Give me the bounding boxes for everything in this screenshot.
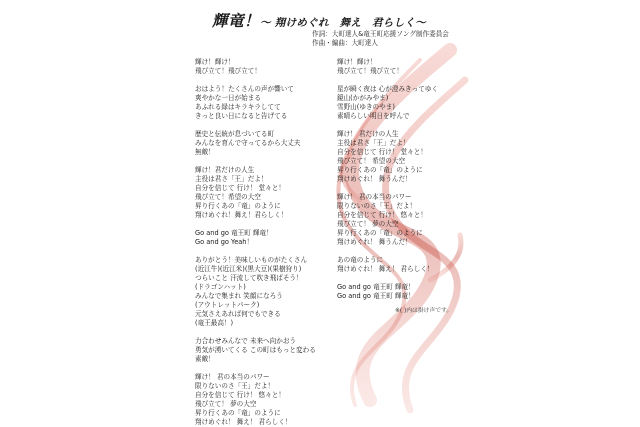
lyric-line: 昇り行くあの「竜」のように bbox=[195, 202, 281, 210]
lyric-line: 翔けめぐれ！ 舞うんだ！ bbox=[337, 175, 412, 183]
song-title-main: 輝竜！ bbox=[212, 12, 261, 30]
stanza-gap bbox=[195, 121, 316, 130]
lyric-line: (ドラゴンハット) bbox=[195, 283, 246, 291]
stanza-gap bbox=[195, 328, 316, 337]
stanza-gap bbox=[195, 157, 316, 166]
lyric-line: 翔けめぐれ！ 舞うんだ！ bbox=[337, 238, 412, 246]
lyric-line: 翔けめぐれ！ 舞え！ 君らしく！ bbox=[195, 418, 292, 426]
song-subtitle: ～ 翔けめぐれ 舞え 君らしく～ bbox=[260, 17, 426, 29]
lyric-line: (アウトレットパーク) bbox=[195, 301, 260, 309]
lyric-line: Go and go Yeah！ bbox=[195, 238, 254, 246]
lyric-line: 昇り行くあの「竜」のように bbox=[337, 229, 423, 237]
lyric-line: きっと良い日になると告げてる bbox=[195, 112, 288, 120]
lyric-line: みんなで集まれ 笑顔になろう bbox=[195, 292, 283, 300]
lyric-line: Go and go 竜王町 輝竜！ bbox=[337, 283, 415, 291]
lyrics-left-column bbox=[195, 58, 316, 427]
lyric-line: Go and go 竜王町 輝竜！ bbox=[195, 229, 273, 237]
lyricist-credit: 作詞：大町達人&竜王町応援ソング制作委員会 bbox=[312, 30, 449, 38]
lyric-line: 輝け！ 君の本当のパワー bbox=[337, 193, 412, 201]
lyric-line: 雪野山(ゆきのやま) bbox=[337, 103, 395, 111]
stanza-gap bbox=[195, 76, 316, 85]
lyric-line: 限りないのさ「王」だよ！ bbox=[337, 202, 417, 210]
lyrics-right-column bbox=[337, 58, 438, 301]
stanza-gap bbox=[337, 274, 438, 283]
lyric-line: 主役は君さ「王」だよ！ bbox=[337, 139, 410, 147]
stanza-gap bbox=[337, 247, 438, 256]
lyric-line: 自分を信じて 行け！ 悠々と！ bbox=[195, 391, 285, 399]
lyric-line: 翔けめぐれ！舞え！君らしく！ bbox=[195, 211, 288, 219]
lyric-line: 星が瞬く夜は 心が澄みきってゆく bbox=[337, 85, 439, 93]
stanza-gap bbox=[337, 184, 438, 193]
lyric-line: 自分を信じて 行け！ 悠々と！ bbox=[337, 211, 427, 219]
lyric-line: 飛び立て！ 希望の大空 bbox=[337, 157, 406, 165]
lyric-line: 主役は君さ「王」だよ！ bbox=[195, 175, 268, 183]
lyric-line: 輝け！輝け！ bbox=[337, 58, 377, 66]
lyric-line: 飛び立て！飛び立て！ bbox=[195, 67, 261, 75]
lyric-line: 無敵！ bbox=[195, 148, 215, 156]
lyric-line: 飛び立て！希望の大空 bbox=[195, 193, 261, 201]
lyric-line: つらいこと 汗流して吹き飛ばそう！ bbox=[195, 274, 303, 282]
lyric-line: あふれる緑はキラキラしてて bbox=[195, 103, 281, 111]
lyric-line: 元気さえあれば何でもできる bbox=[195, 310, 281, 318]
stanza-gap bbox=[195, 220, 316, 229]
lyric-line: 力合わせみんなで 未来へ向かおう bbox=[195, 337, 297, 345]
stanza-gap bbox=[195, 247, 316, 256]
lyric-line: 輝け！ 君の本当のパワー bbox=[195, 373, 270, 381]
lyric-line: みんなを育んで守ってるから大丈夫 bbox=[195, 139, 301, 147]
lyric-line: 勇気が湧いてくる この町はもっと変わる bbox=[195, 346, 316, 354]
stanza-gap bbox=[337, 121, 438, 130]
lyric-line: 鏡山(かがみやま) bbox=[337, 94, 389, 102]
stanza-gap bbox=[195, 364, 316, 373]
lyric-line: 限りないのさ「王」だよ！ bbox=[195, 382, 275, 390]
lyric-line: あの竜のように bbox=[337, 256, 384, 264]
lyric-line: 素晴らしい明日を呼んで bbox=[337, 112, 410, 120]
lyric-line: 昇り行くあの「竜」のように bbox=[337, 166, 423, 174]
lyric-line: 爽やかな一日が始まる bbox=[195, 94, 261, 102]
lyric-line: 昇り行くあの「竜」のように bbox=[195, 409, 281, 417]
lyric-line: 歴史と伝統が息づいてる町 bbox=[195, 130, 275, 138]
lyric-line: 飛び立て！ 夢の大空 bbox=[195, 400, 257, 408]
lyric-line: 素敵！ bbox=[195, 355, 215, 363]
lyric-line: 飛び立て！飛び立て！ bbox=[337, 67, 403, 75]
composer-credit: 作曲・編曲：大町達人 bbox=[312, 39, 378, 47]
lyric-line: Go and go 竜王町 輝竜！ bbox=[337, 292, 415, 300]
lyric-line: 自分を信じて 行け！ 堂々と！ bbox=[195, 184, 285, 192]
lyric-line: (近江牛)(近江米)(黒大豆)(果樹狩り) bbox=[195, 265, 302, 273]
footnote: ※( )内は掛け声です。 bbox=[395, 308, 453, 314]
lyric-line: 輝け！君だけの人生 bbox=[195, 166, 255, 174]
lyric-line: 翔けめぐれ！ 舞え！ 君らしく！ bbox=[337, 265, 434, 273]
lyric-line: 自分を信じて 行け！ 堂々と！ bbox=[337, 148, 427, 156]
lyric-line: おはよう！たくさんの声が響いて bbox=[195, 85, 294, 93]
lyric-line: 輝け！ 君だけの人生 bbox=[337, 130, 399, 138]
lyric-line: 輝け！輝け！ bbox=[195, 58, 235, 66]
lyric-line: 飛び立て！ 夢の大空 bbox=[337, 220, 399, 228]
lyric-line: ありがとう！美味しいものがたくさん bbox=[195, 256, 308, 264]
song-title bbox=[212, 9, 426, 31]
lyric-line: (竜王最高！) bbox=[195, 319, 234, 327]
stanza-gap bbox=[337, 76, 438, 85]
